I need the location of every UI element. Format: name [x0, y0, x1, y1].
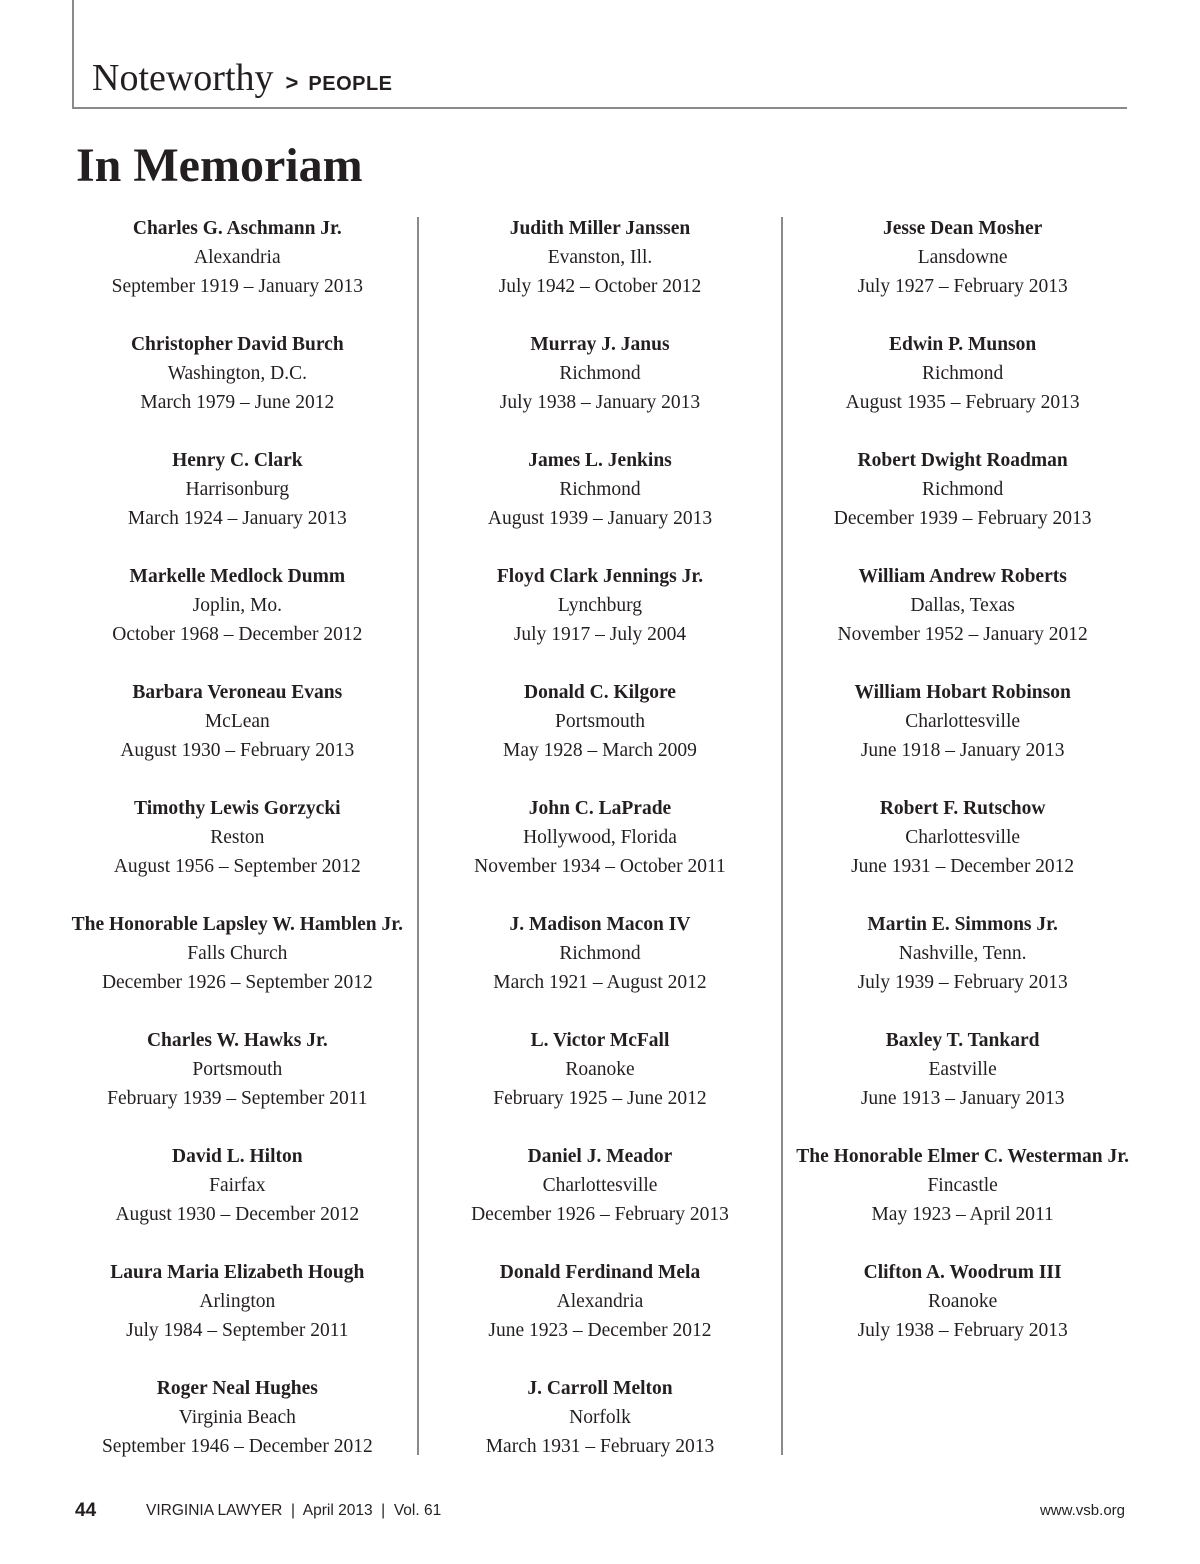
entry-place: Portsmouth — [555, 711, 645, 732]
memorial-entry — [56, 1026, 419, 1142]
entry-place: Richmond — [922, 479, 1004, 500]
entry-name: Charles W. Hawks Jr. — [146, 1030, 328, 1051]
memorial-entry — [781, 1258, 1144, 1374]
memorial-entry — [781, 562, 1144, 678]
entry-place: Alexandria — [556, 1291, 644, 1312]
entry-dates: November 1952 – January 2012 — [837, 624, 1088, 645]
section-separator: > — [285, 70, 299, 95]
entry-name: J. Carroll Melton — [527, 1378, 673, 1399]
entry-dates: July 1927 – February 2013 — [857, 276, 1068, 297]
entry-name: David L. Hilton — [172, 1146, 303, 1167]
page-number: 44 — [75, 1500, 97, 1521]
entry-name: Roger Neal Hughes — [156, 1378, 318, 1399]
entry-place: Falls Church — [187, 943, 288, 964]
entry-dates: September 1946 – December 2012 — [101, 1436, 373, 1457]
section-label — [92, 56, 393, 100]
entry-place: Washington, D.C. — [167, 363, 307, 384]
entry-name: Donald Ferdinand Mela — [499, 1262, 701, 1283]
entry-place: Arlington — [199, 1291, 276, 1312]
entry-name: Floyd Clark Jennings Jr. — [496, 566, 704, 587]
entry-name: Jesse Dean Mosher — [883, 218, 1043, 239]
header-vertical-rule — [72, 0, 74, 108]
subsection-name: PEOPLE — [308, 73, 393, 95]
entry-place: Roanoke — [565, 1059, 635, 1080]
entry-dates: July 1939 – February 2013 — [857, 972, 1068, 993]
memorial-entry — [781, 1026, 1144, 1142]
entry-dates: August 1956 – September 2012 — [113, 856, 361, 877]
memorial-entry — [56, 1258, 419, 1374]
memorial-entry — [419, 794, 782, 910]
entry-dates: May 1928 – March 2009 — [503, 740, 697, 761]
memorial-entry — [56, 446, 419, 562]
memorial-entry — [419, 1142, 782, 1258]
entry-place: Charlottesville — [542, 1175, 658, 1196]
entry-place: Hollywood, Florida — [523, 827, 677, 848]
memorial-entry — [419, 330, 782, 446]
entry-dates: June 1918 – January 2013 — [860, 740, 1065, 761]
entry-dates: March 1979 – June 2012 — [140, 392, 335, 413]
entry-place: Joplin, Mo. — [192, 595, 283, 616]
entry-dates: August 1935 – February 2013 — [845, 392, 1080, 413]
memorial-entry — [781, 678, 1144, 794]
memorial-entry — [56, 562, 419, 678]
memorial-entry — [419, 910, 782, 1026]
entry-place: Charlottesville — [905, 827, 1021, 848]
entry-name: Laura Maria Elizabeth Hough — [110, 1262, 365, 1283]
memorial-entry — [56, 330, 419, 446]
memorial-entry — [781, 330, 1144, 446]
entry-dates: February 1925 – June 2012 — [493, 1088, 707, 1109]
entry-name: Markelle Medlock Dumm — [129, 566, 346, 587]
entry-place: Nashville, Tenn. — [898, 943, 1027, 964]
entry-dates: August 1939 – January 2013 — [487, 508, 713, 529]
memorial-entry — [56, 1374, 419, 1490]
entry-name: Christopher David Burch — [130, 334, 344, 355]
entry-dates: October 1968 – December 2012 — [112, 624, 363, 645]
entry-name: Donald C. Kilgore — [524, 682, 676, 703]
entry-place: Richmond — [922, 363, 1004, 384]
entry-dates: February 1939 – September 2011 — [107, 1088, 368, 1109]
entry-place: Lynchburg — [557, 595, 643, 616]
entry-dates: August 1930 – February 2013 — [120, 740, 355, 761]
memorial-column-3 — [781, 214, 1144, 1490]
memorial-column-1 — [56, 214, 419, 1490]
entry-place: Reston — [210, 827, 265, 848]
entry-dates: July 1942 – October 2012 — [498, 276, 702, 297]
entry-name: The Honorable Lapsley W. Hamblen Jr. — [71, 914, 404, 935]
entry-dates: March 1931 – February 2013 — [485, 1436, 715, 1457]
entry-dates: August 1930 – December 2012 — [115, 1204, 360, 1225]
publication-info: VIRGINIA LAWYER | April 2013 | Vol. 61 — [146, 1502, 442, 1519]
memorial-entry — [419, 562, 782, 678]
entry-name: Judith Miller Janssen — [509, 218, 691, 239]
entry-name: Edwin P. Munson — [889, 334, 1037, 355]
entry-place: Fairfax — [209, 1175, 266, 1196]
memorial-entry — [56, 794, 419, 910]
entry-place: McLean — [204, 711, 270, 732]
page-title: In Memoriam — [76, 139, 363, 192]
memorial-entry — [419, 1258, 782, 1374]
entry-dates: June 1923 – December 2012 — [488, 1320, 712, 1341]
memorial-entry — [56, 214, 419, 330]
header-horizontal-rule — [72, 107, 1127, 109]
entry-name: L. Victor McFall — [530, 1030, 670, 1051]
entry-name: Robert Dwight Roadman — [857, 450, 1068, 471]
entry-name: Martin E. Simmons Jr. — [867, 914, 1058, 935]
entry-dates: December 1926 – September 2012 — [101, 972, 373, 993]
memorial-entry — [56, 910, 419, 1026]
section-name: Noteworthy — [92, 57, 274, 99]
entry-name: William Hobart Robinson — [854, 682, 1071, 703]
entry-name: Henry C. Clark — [172, 450, 303, 471]
entry-place: Richmond — [559, 943, 641, 964]
entry-name: Barbara Veroneau Evans — [132, 682, 343, 703]
entry-place: Fincastle — [927, 1175, 998, 1196]
entry-name: John C. LaPrade — [528, 798, 672, 819]
entry-dates: November 1934 – October 2011 — [474, 856, 726, 877]
entry-place: Richmond — [559, 479, 641, 500]
entry-name: Baxley T. Tankard — [885, 1030, 1040, 1051]
memorial-entry — [781, 910, 1144, 1026]
entry-name: J. Madison Macon IV — [509, 914, 691, 935]
entry-place: Dallas, Texas — [910, 595, 1015, 616]
entry-place: Richmond — [559, 363, 641, 384]
memorial-column-2 — [419, 214, 782, 1490]
entry-name: Robert F. Rutschow — [879, 798, 1046, 819]
memorial-entry — [419, 214, 782, 330]
entry-name: The Honorable Elmer C. Westerman Jr. — [796, 1146, 1130, 1167]
memorial-entry — [781, 214, 1144, 330]
entry-place: Roanoke — [927, 1291, 998, 1312]
entry-dates: May 1923 – April 2011 — [871, 1204, 1054, 1225]
entry-dates: July 1984 – September 2011 — [126, 1320, 349, 1341]
memorial-entry — [781, 446, 1144, 562]
entry-place: Alexandria — [194, 247, 281, 268]
website-url: www.vsb.org — [1039, 1502, 1125, 1519]
entry-dates: March 1924 – January 2013 — [127, 508, 347, 529]
memorial-entry — [56, 678, 419, 794]
entry-place: Portsmouth — [192, 1059, 283, 1080]
memorial-entry — [419, 1374, 782, 1490]
memorial-entry — [419, 678, 782, 794]
memorial-entry — [419, 1026, 782, 1142]
memorial-entry — [56, 1142, 419, 1258]
entry-place: Evanston, Ill. — [547, 247, 653, 268]
entry-dates: December 1939 – February 2013 — [833, 508, 1092, 529]
entry-name: Charles G. Aschmann Jr. — [132, 218, 342, 239]
entry-name: Clifton A. Woodrum III — [863, 1262, 1062, 1283]
entry-place: Eastville — [928, 1059, 997, 1080]
entry-name: William Andrew Roberts — [858, 566, 1067, 587]
entry-dates: July 1917 – July 2004 — [513, 624, 687, 645]
entry-name: Daniel J. Meador — [527, 1146, 673, 1167]
entry-name: Timothy Lewis Gorzycki — [134, 798, 341, 819]
entry-dates: March 1921 – August 2012 — [493, 972, 707, 993]
entry-place: Norfolk — [569, 1407, 631, 1428]
memorial-entry — [781, 794, 1144, 910]
entry-dates: December 1926 – February 2013 — [471, 1204, 729, 1225]
entry-place: Charlottesville — [905, 711, 1021, 732]
entry-place: Lansdowne — [917, 247, 1008, 268]
entry-name: Murray J. Janus — [530, 334, 670, 355]
memorial-entry — [781, 1142, 1144, 1258]
entry-dates: June 1913 – January 2013 — [860, 1088, 1065, 1109]
entry-name: James L. Jenkins — [528, 450, 672, 471]
entry-dates: September 1919 – January 2013 — [111, 276, 363, 297]
entry-dates: July 1938 – January 2013 — [499, 392, 701, 413]
memorial-columns — [56, 214, 1144, 1490]
memorial-entry — [419, 446, 782, 562]
entry-dates: July 1938 – February 2013 — [857, 1320, 1068, 1341]
entry-place: Harrisonburg — [185, 479, 290, 500]
entry-place: Virginia Beach — [178, 1407, 296, 1428]
entry-dates: June 1931 – December 2012 — [851, 856, 1075, 877]
